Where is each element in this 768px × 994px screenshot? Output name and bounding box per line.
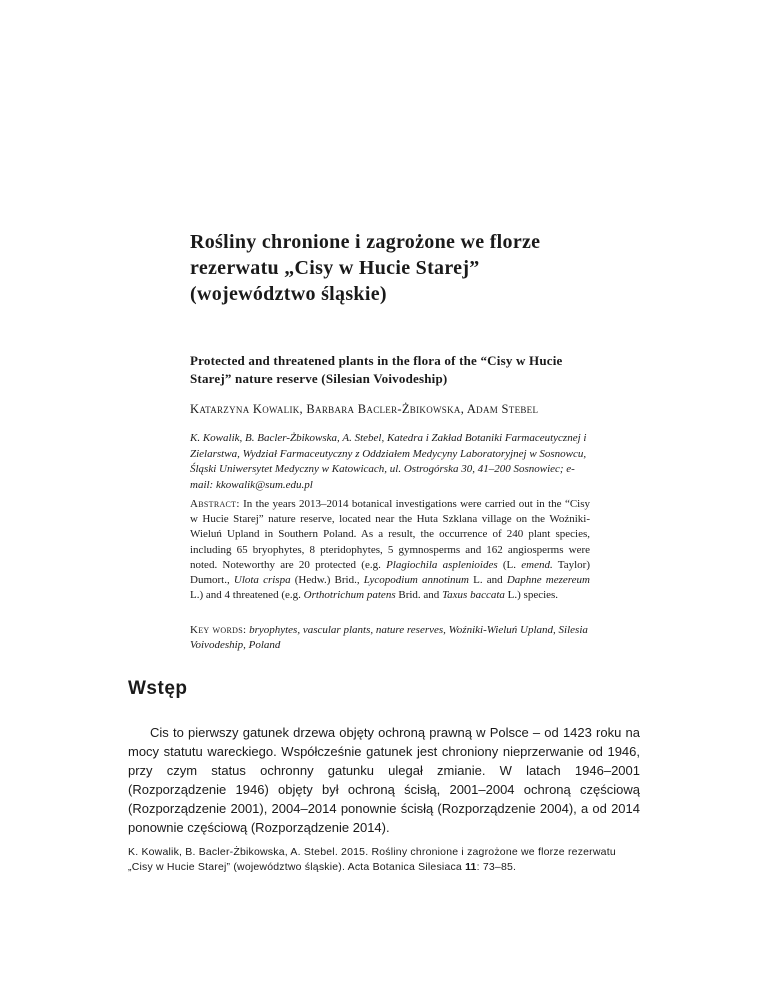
abstract-text: Brid. and [395,589,443,602]
citation-pages: : 73–85. [476,860,517,873]
abstract-text: (Hedw.) Brid., [290,574,364,587]
species-name: Taxus baccata [442,589,505,602]
abstract-label: Abstract: [190,498,240,510]
abstract-text: L. and [469,574,507,587]
citation-volume: 11 [465,860,477,873]
species-name: Ulota crispa [233,574,291,587]
article-title-english: Protected and threatened plants in the flora of the “Cisy w Hucie Starej” nature reserve (Silesian Voivodeship) [190,353,563,386]
keywords-label: Key words: [190,624,247,636]
body-paragraph: Cis to pierwszy gatunek drzewa objęty ochroną prawną w Polsce – od 1423 roku na mocy statutu wareckiego. Współcześnie gatunek jest chroniony nieprzerwanie od 1946, przy czym status ochronny gatunku ulegał zmianie. W latach 1946–2001 (Rozporządzenie 1946) objęty był ochroną ścisłą, 2001–2004 ochroną częściową (Rozporządzenie 2001), 2004–2014 ponownie ścisłą (Rozporządzenie 2004), a od 2014 ponownie częściową (Rozporządzenie 2014). [128,725,640,835]
species-name: Lycopodium annotinum [363,574,469,587]
abstract-text: L.) and 4 threatened (e.g. [190,589,304,602]
section-heading: Wstęp [128,678,188,699]
keywords-list: bryophytes, vascular plants, nature reserves, Woźniki-Wieluń Upland, Silesia Voivodeship, Poland [190,624,588,652]
abstract-text: In the years 2013–2014 botanical investigations were carried out in the “Cisy w Hucie Starej” nature reserve, located near the Huta Szklana village on the Woźniki-Wieluń Upland in Southern Poland. As a result, the occurrence of 240 plant species, including 65 bryophytes, 8 pteridophytes, 5 gymnosperms and 162 angiosperms were noted. Noteworthy are 20 protected (e.g. [190,498,591,571]
keywords [190,623,590,653]
abstract-text: (L. [497,558,522,571]
abstract-text: Taylor) Dumort., [190,558,590,587]
citation-text: K. Kowalik, B. Bacler-Żbikowska, A. Stebel. 2015. Rośliny chronione i zagrożone we florze rezerwatu „Cisy w Hucie Starej” (województwo śląskie). Acta Botanica Silesiaca [128,846,616,873]
abstract-text: L.) species. [504,589,559,602]
abstract-text: emend. [521,558,553,571]
species-name: Plagiochila asplenioides [386,558,498,571]
abstract [190,497,590,603]
author-affiliation: K. Kowalik, B. Bacler-Żbikowska, A. Stebel, Katedra i Zakład Botaniki Farmaceutycznej i Zielarstwa, Wydział Farmaceutyczny z Oddziałem Medycyny Laboratoryjnej w Sosnowcu, Śląski Uniwersytet Medyczny w Katowicach, ul. Ostrogórska 30, 41–200 Sosnowiec; e-mail: kkowalik@sum.edu.pl [190,432,587,491]
citation-footnote [128,845,640,874]
species-name: Daphne mezereum [506,574,590,587]
author-list: Katarzyna Kowalik, Barbara Bacler-Żbikowska, Adam Stebel [190,402,539,416]
species-name: Orthotrichum patens [303,589,396,602]
article-title-polish: Rośliny chronione i zagrożone we florze rezerwatu „Cisy w Hucie Starej” (województwo śląskie) [190,231,541,305]
